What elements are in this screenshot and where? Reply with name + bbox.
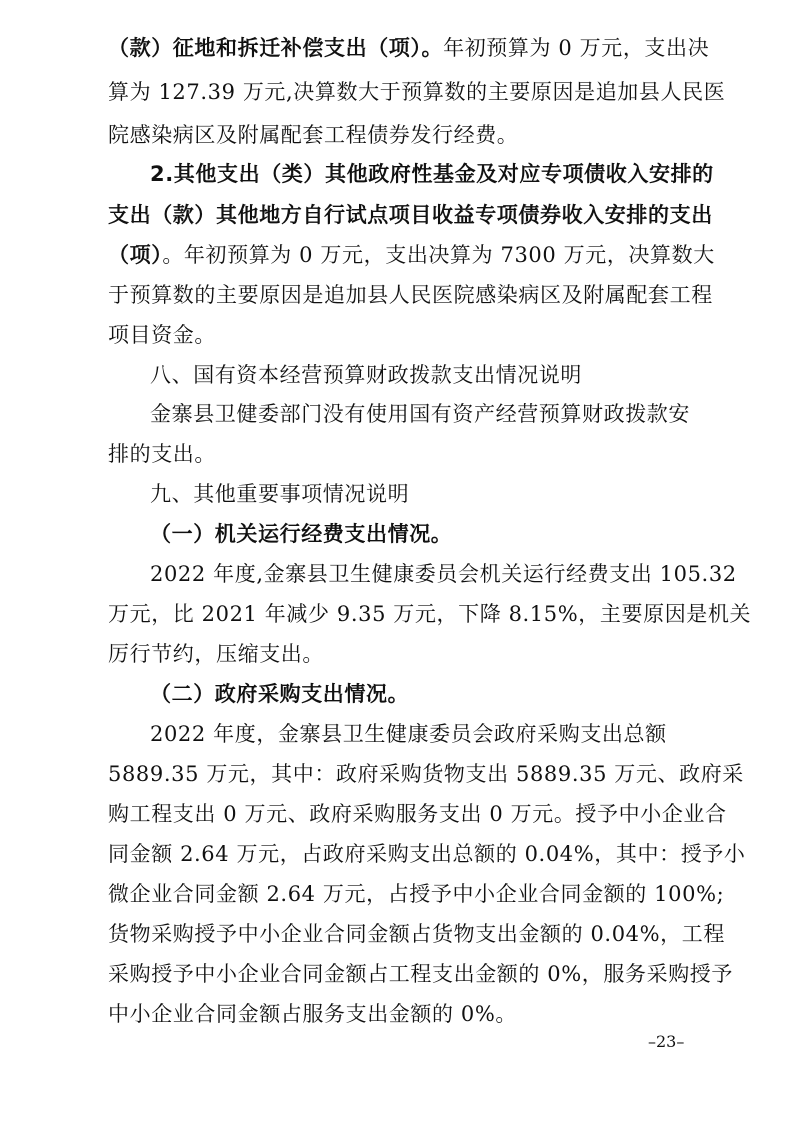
section-heading: [150, 355, 698, 395]
subsection-heading: [150, 674, 698, 714]
paragraph-line: [108, 754, 744, 794]
body-text: 。年初预算为 0 万元，支出决算为 7300 万元，决算数大: [162, 243, 715, 267]
body-text: 厉行节约，压缩支出。: [108, 642, 324, 666]
paragraph-line: [108, 634, 698, 674]
paragraph-line: [108, 275, 713, 315]
body-text: 排的支出。: [108, 442, 216, 466]
bold-heading-text: 2.其他支出（类）其他政府性基金及对应专项债收入安排的: [150, 162, 714, 186]
paragraph-line: [108, 115, 698, 155]
body-text: 5889.35 万元，其中：政府采购货物支出 5889.35 万元、政府采: [108, 762, 744, 786]
bold-heading-text: （二）政府采购支出情况。: [150, 682, 410, 706]
section-heading-text: 九、其他重要事项情况说明: [150, 482, 410, 506]
paragraph-line: [150, 154, 714, 194]
paragraph-line: [108, 874, 725, 914]
paragraph-line: [150, 394, 698, 434]
body-text: 年初预算为 0 万元，支出决: [443, 36, 710, 60]
body-text: 微企业合同金额 2.64 万元，占授予中小企业合同金额的 100%;: [108, 882, 725, 906]
paragraph-line: [108, 834, 746, 874]
section-heading-text: 八、国有资本经营预算财政拨款支出情况说明: [150, 363, 582, 387]
body-text: 项目资金。: [108, 323, 216, 347]
page-number: –23–: [648, 1032, 685, 1051]
paragraph-line: [108, 195, 713, 235]
paragraph-line: [108, 434, 698, 474]
body-text: 同金额 2.64 万元，占政府采购支出总额的 0.04%，其中：授予小: [108, 842, 746, 866]
body-text: 2022 年度,金寨县卫生健康委员会机关运行经费支出 105.32: [150, 562, 737, 586]
body-text: 院感染病区及附属配套工程债券发行经费。: [108, 123, 519, 147]
subsection-heading: [150, 514, 698, 554]
body-text: 采购授予中小企业合同金额占工程支出金额的 0%，服务采购授予: [108, 962, 733, 986]
section-heading: [150, 474, 698, 514]
bold-heading-text: 支出（款）其他地方自行试点项目收益专项债券收入安排的支出: [108, 203, 713, 227]
body-text: 于预算数的主要原因是追加县人民医院感染病区及附属配套工程: [108, 283, 713, 307]
paragraph-line: [108, 954, 733, 994]
body-text: 金寨县卫健委部门没有使用国有资产经营预算财政拨款安: [150, 402, 690, 426]
bold-heading-text: （项）: [108, 243, 163, 267]
body-text: 中小企业合同金额占服务支出金额的 0%。: [108, 1002, 517, 1026]
paragraph-line: [150, 554, 737, 594]
paragraph-line: [108, 315, 698, 355]
body-text: 2022 年度，金寨县卫生健康委员会政府采购支出总额: [150, 722, 667, 746]
paragraph-line: [108, 914, 725, 954]
body-text: 购工程支出 0 万元、政府采购服务支出 0 万元。授予中小企业合: [108, 802, 727, 826]
paragraph-line: [108, 994, 698, 1034]
paragraph-line: [108, 28, 710, 68]
paragraph-line: [108, 594, 752, 634]
body-text: 万元，比 2021 年减少 9.35 万元，下降 8.15%，主要原因是机关: [108, 602, 752, 626]
paragraph-line: [108, 794, 727, 834]
body-text: 算为 127.39 万元,决算数大于预算数的主要原因是追加县人民医: [108, 80, 726, 104]
paragraph-line: [108, 235, 715, 275]
paragraph-line: [150, 714, 698, 754]
bold-heading-text: （款）征地和拆迁补偿支出（项）。: [108, 36, 444, 60]
bold-heading-text: （一）机关运行经费支出情况。: [150, 522, 453, 546]
paragraph-line: [108, 72, 726, 112]
body-text: 货物采购授予中小企业合同金额占货物支出金额的 0.04%，工程: [108, 922, 725, 946]
